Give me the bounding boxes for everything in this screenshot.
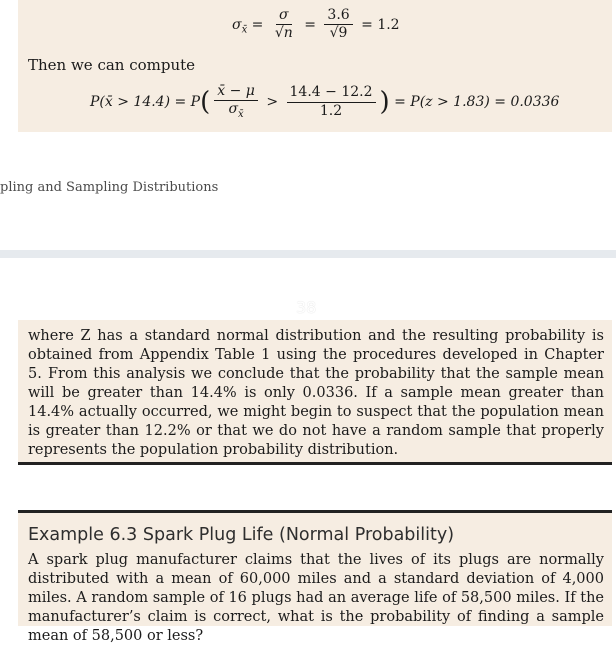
open-paren: ( bbox=[200, 87, 211, 118]
xbar-subscript: x̄ bbox=[238, 109, 244, 121]
fraction-numerator: 3.6 bbox=[324, 8, 352, 25]
page-separator bbox=[0, 250, 616, 258]
running-head: pling and Sampling Distributions bbox=[0, 180, 219, 195]
equals-sign: = bbox=[304, 16, 316, 33]
close-paren: ) bbox=[379, 87, 390, 118]
probability-rhs: = P(z > 1.83) = 0.0336 bbox=[394, 94, 560, 111]
sigma-symbol: σ bbox=[228, 101, 239, 118]
example-body: A spark plug manufacturer claims that the lives of its plugs are normally distributed with a mean of 60,000 miles and a standard deviation of 4,000 miles. A random sample of 16 plugs had an average life of 58,500 miles. If the manufacturer’s claim is correct, what is the probability of finding a sample mean of 58,500 or less? bbox=[28, 552, 604, 644]
fraction-numerator: x̄ − μ bbox=[214, 84, 258, 101]
standard-error-equation bbox=[232, 8, 400, 42]
fraction-numerator: 14.4 − 12.2 bbox=[287, 85, 376, 102]
fraction-denominator: √9 bbox=[329, 25, 348, 42]
xbar-subscript: x̄ bbox=[241, 24, 248, 36]
fraction-denominator bbox=[225, 101, 246, 120]
sigma-symbol: σ bbox=[232, 16, 242, 33]
example-title: Example 6.3 Spark Plug Life (Normal Probability) bbox=[28, 525, 455, 545]
value-fraction bbox=[324, 8, 352, 42]
paragraph-interpretation: where Z has a standard normal distribution and the resulting probability is obtained from Appendix Table 1 using the procedures developed in Chapter 5. bbox=[28, 328, 604, 382]
intro-sentence: Then we can compute bbox=[28, 56, 196, 74]
page-number: 38 bbox=[296, 298, 317, 317]
fraction-denominator: √n bbox=[274, 25, 293, 42]
probability-lhs: P(x̄ > 14.4) = P bbox=[90, 94, 201, 111]
equation-result: = 1.2 bbox=[361, 16, 400, 33]
equals-sign: = bbox=[251, 16, 264, 33]
fraction-numerator: σ bbox=[276, 8, 292, 25]
greater-than-sign: > bbox=[266, 94, 279, 111]
fraction-denominator: 1.2 bbox=[319, 102, 343, 119]
sigma-over-root-n bbox=[272, 8, 296, 42]
paragraph-conclusion: From this analysis we conclude that the probability that the sample mean will be greater than 14.4% is only 0.0336. If a sample mean greater than 14.4% actually occurred, we might begin to suspect that the population mean is greater than 12.2% or that we do not have a random sample that properly represents the population probability distribution. bbox=[28, 366, 604, 458]
probability-equation bbox=[90, 84, 559, 120]
z-score-fraction bbox=[214, 84, 258, 120]
value-fraction bbox=[287, 85, 376, 119]
rule-divider bbox=[18, 462, 612, 465]
